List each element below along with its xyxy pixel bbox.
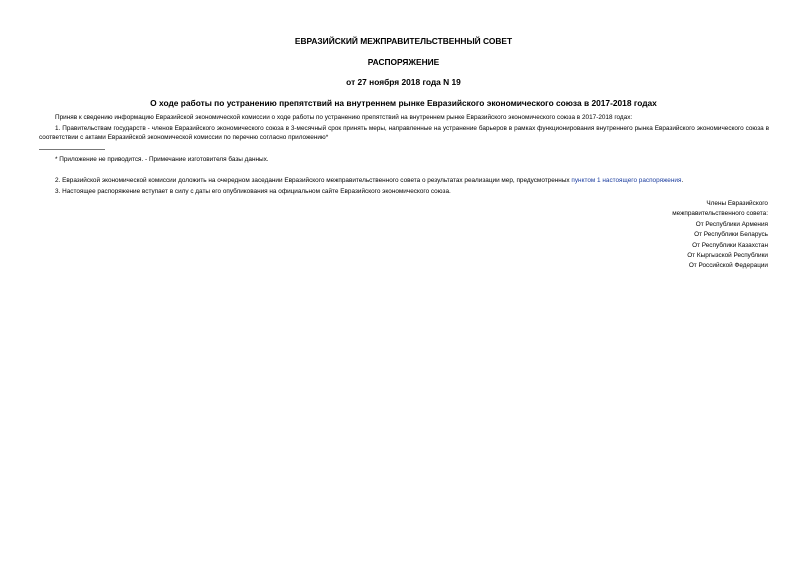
date-number: от 27 ноября 2018 года N 19 [346, 77, 461, 87]
intro-paragraph: Приняв к сведению информацию Евразийской экономической комиссии о ходе работы по устранению препятствий на внутреннем рынке Евразийского экономического союза в 2017-2018 годах: [55, 114, 633, 121]
signature-country-armenia: От Республики Армения [695, 220, 768, 228]
signature-heading-line-1: Члены Евразийского [706, 200, 768, 207]
footnote: * Приложение не приводится. - Примечание изготовителя базы данных. [55, 156, 269, 163]
item-1-paragraph: 1. Правительствам государств - членов Евразийского экономического союза в 3-месячный срок принять меры, направленные на устранение барьеров в рамках функционирования внутреннего рынка Евразийского экономического союза в соответствии с актами Евразийской экономической комиссии по перечню согласно приложению* [39, 125, 769, 141]
footnote-separator [39, 149, 105, 150]
item-3-paragraph: 3. Настоящее распоряжение вступает в силу с даты его опубликования на официальном сайте Евразийского экономического союза. [55, 188, 451, 195]
item-2-paragraph [39, 177, 769, 186]
item-2-text: 2. Евразийской экономической комиссии доложить на очередном заседании Евразийского межправительственного совета о результатах реализации мер, предусмотренных [55, 177, 572, 184]
organization-title: ЕВРАЗИЙСКИЙ МЕЖПРАВИТЕЛЬСТВЕННЫЙ СОВЕТ [294, 36, 513, 46]
item-1-reference-link[interactable]: пунктом 1 настоящего распоряжения [571, 177, 682, 184]
signature-country-kazakhstan: От Республики Казахстан [692, 241, 768, 249]
signature-country-kyrgyzstan: От Кыргызской Республики [687, 252, 768, 260]
signature-country-russia: От Российской Федерации [688, 262, 768, 270]
document-type: РАСПОРЯЖЕНИЕ [367, 57, 440, 67]
signature-heading-line-2: межправительственного совета: [672, 210, 768, 218]
signature-block [672, 199, 768, 272]
signature-country-belarus: От Республики Беларусь [694, 231, 768, 239]
document-subject: О ходе работы по устранению препятствий на внутреннем рынке Евразийского экономического союза в 2017-2018 годах [150, 98, 657, 108]
item-2-end: . [681, 177, 684, 184]
